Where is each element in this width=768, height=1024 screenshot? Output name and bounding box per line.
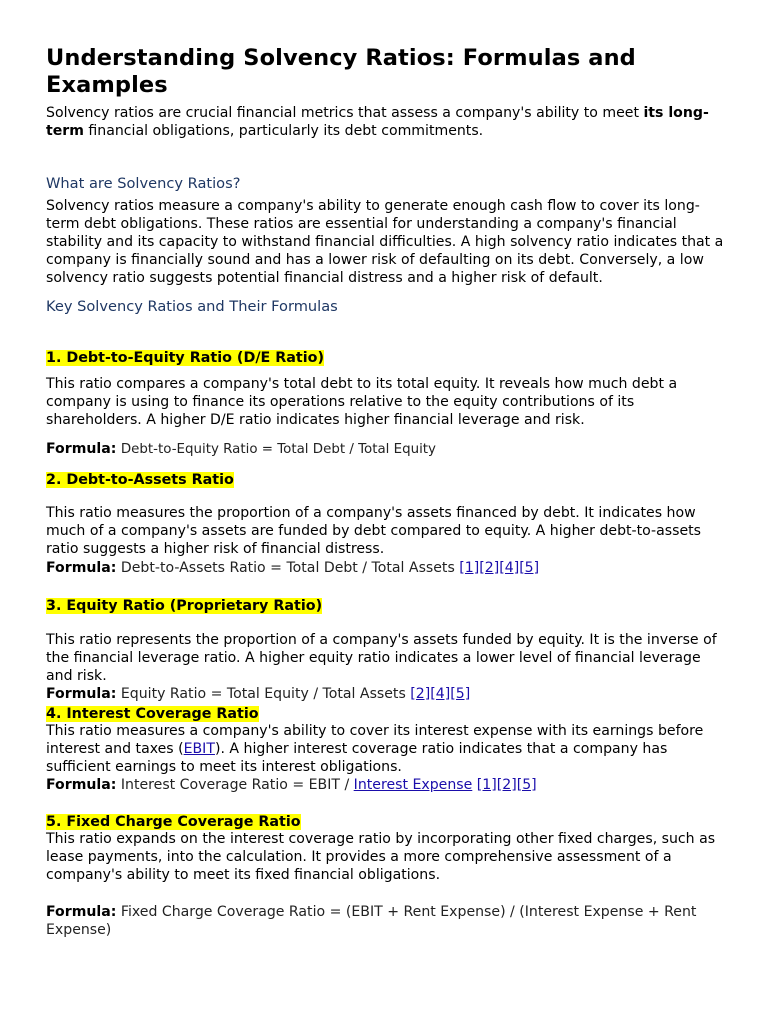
interest-expense-link[interactable]: Interest Expense — [353, 777, 473, 793]
ratio-5-heading: 5. Fixed Charge Coverage Ratio — [46, 814, 301, 830]
formula-label: Formula: — [46, 560, 117, 576]
ratio-3-formula — [46, 685, 724, 703]
formula-label: Formula: — [46, 686, 117, 702]
ratio-3-heading-row — [46, 595, 724, 615]
ratio-3-citation-links[interactable]: [2][4][5] — [410, 686, 471, 702]
ratio-4-formula-text: Interest Coverage Ratio = EBIT / — [120, 777, 354, 793]
ratio-1-heading-row — [46, 347, 724, 367]
intro-paragraph — [46, 104, 724, 140]
ratio-1-description: This ratio compares a company's total debt to its total equity. It reveals how much debt a company is using to finance its operations relative to the equity contributions of its shareholders. A higher D/E ratio indicates higher financial leverage and risk. — [46, 376, 678, 429]
ratio-4-description — [46, 722, 724, 776]
intro-text-bold: its long-term — [46, 105, 709, 140]
ratio-5-formula-text: Fixed Charge Coverage Ratio = (EBIT + Rent Expense) / (Interest Expense + Rent Expense) — [46, 904, 697, 938]
section-heading-what: What are Solvency Ratios? — [46, 175, 241, 192]
ratio-4-text-before: This ratio measures a company's ability to cover its interest expense with its earnings before interest and taxes ( — [46, 723, 704, 758]
ratio-2-heading-row — [46, 469, 724, 489]
ratio-3-formula-text: Equity Ratio = Total Equity / Total Assets — [120, 686, 406, 702]
ratio-1-formula — [46, 440, 724, 459]
intro-text-before: Solvency ratios are crucial financial metrics that assess a company's ability to meet — [46, 105, 644, 121]
ratio-3-description: This ratio represents the proportion of a company's assets funded by equity. It is the inverse of the financial leverage ratio. A higher equity ratio indicates a lower level of financial leverage and risk. — [46, 632, 717, 685]
ratio-2-heading: 2. Debt-to-Assets Ratio — [46, 472, 234, 488]
ratio-2-formula — [46, 559, 724, 577]
what-paragraph: Solvency ratios measure a company's ability to generate enough cash flow to cover its long-term debt obligations. These ratios are essential for understanding a company's financial stability and its capacity to withstand financial difficulties. A high solvency ratio indicates that a company is financially sound and has a lower risk of defaulting on its debt. Conversely, a low solvency ratio suggests potential financial distress and a higher risk of default. — [46, 198, 724, 287]
ratio-5-formula — [46, 903, 724, 939]
ratio-2-formula-text: Debt-to-Assets Ratio = Total Debt / Total Assets — [120, 560, 455, 576]
page-title: Understanding Solvency Ratios: Formulas and Examples — [46, 45, 636, 98]
ratio-1-formula-text: Debt-to-Equity Ratio = Total Debt / Total Equity — [120, 442, 436, 457]
ratio-5-description: This ratio expands on the interest coverage ratio by incorporating other fixed charges, such as lease payments, into the calculation. It provides a more comprehensive assessment of a company's ability to meet its fixed financial obligations. — [46, 831, 716, 884]
ratio-4-text-after: ). A higher interest coverage ratio indicates that a company has sufficient earnings to meet its interest obligations. — [46, 741, 668, 776]
ratio-4-heading-row — [46, 703, 724, 723]
formula-label: Formula: — [46, 904, 117, 920]
ratio-1-heading: 1. Debt-to-Equity Ratio (D/E Ratio) — [46, 350, 325, 366]
ratio-4-formula — [46, 776, 724, 794]
formula-label: Formula: — [46, 777, 117, 793]
ratio-3-heading: 3. Equity Ratio (Proprietary Ratio) — [46, 598, 323, 614]
ratio-4-citation-links[interactable]: [1][2][5] — [476, 777, 537, 793]
ratio-2-citation-links[interactable]: [1][2][4][5] — [459, 560, 540, 576]
intro-text-after: financial obligations, particularly its debt commitments. — [83, 123, 484, 140]
section-heading-key-ratios: Key Solvency Ratios and Their Formulas — [46, 298, 338, 315]
ratio-5-heading-row — [46, 811, 724, 831]
formula-label: Formula: — [46, 441, 117, 457]
ebit-link[interactable]: EBIT — [183, 741, 215, 758]
ratio-4-heading: 4. Interest Coverage Ratio — [46, 706, 259, 722]
ratio-2-description: This ratio measures the proportion of a company's assets financed by debt. It indicates how much of a company's assets are funded by debt compared to equity. A higher debt-to-assets ratio suggests a higher risk of financial distress. — [46, 505, 701, 558]
